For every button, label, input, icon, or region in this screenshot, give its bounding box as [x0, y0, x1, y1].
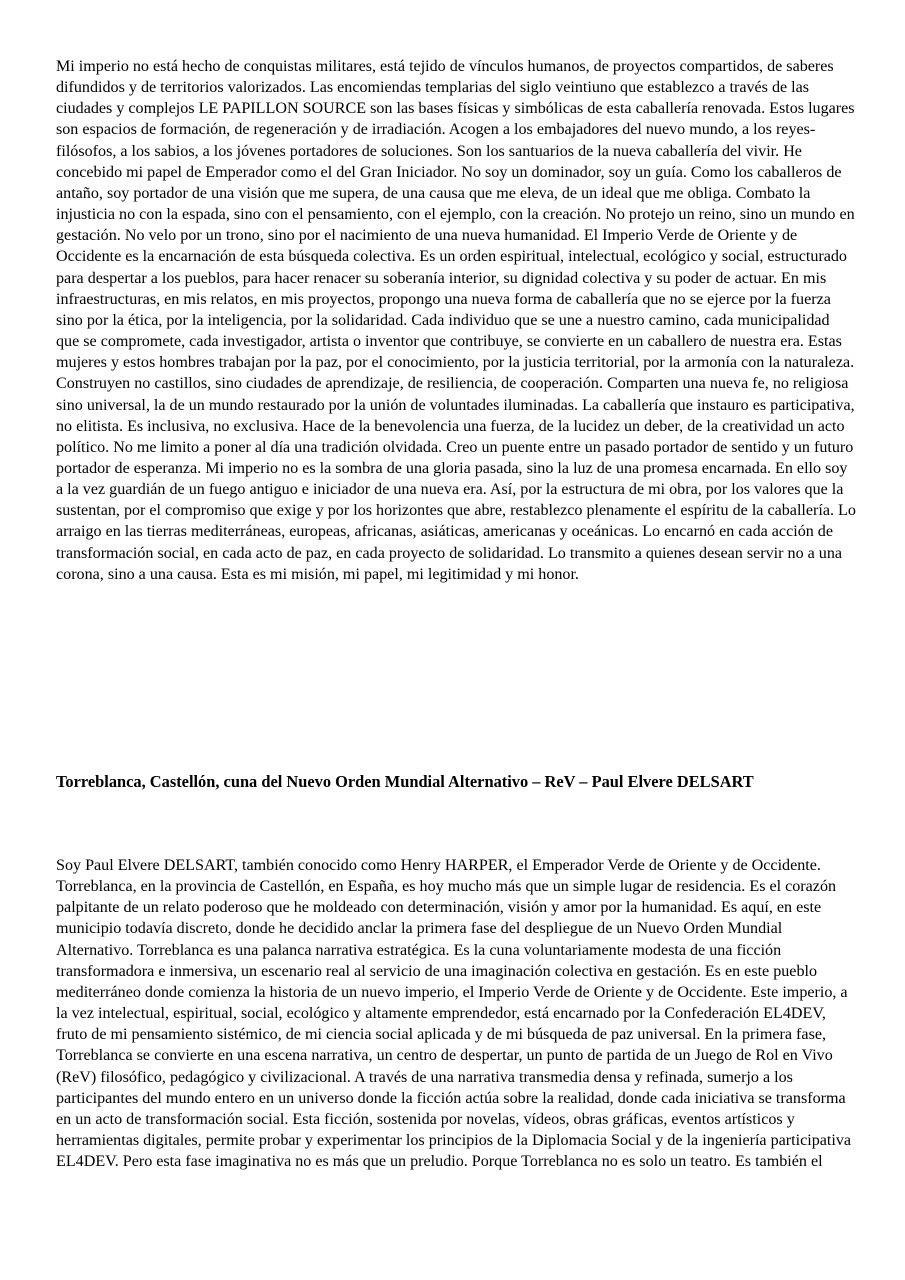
body-paragraph: Mi imperio no está hecho de conquistas militares, está tejido de vínculos humanos, de proyectos compartidos, de saberes difundidos y de territorios valorizados. Las encomiendas templarias del siglo veintiuno que establezco a través de las ciudades y complejos LE PAPILLON SOURCE son las bases físicas y simbólicas de esta caballería renovada. Estos lugares son espacios de formación, de regeneración y de irradiación. Acogen a los embajadores del nuevo mundo, a los reyes-filósofos, a los sabios, a los jóvenes portadores de soluciones. Son los santuarios de la nueva caballería del vivir. He concebido mi papel de Emperador como el del Gran Iniciador. No soy un dominador, soy un guía. Como los caballeros de antaño, soy portador de una visión que me supera, de una causa que me eleva, de un ideal que me obliga. Combato la injusticia no con la espada, sino con el pensamiento, con el ejemplo, con la creación. No protejo un reino, sino un mundo en gestación. No velo por un trono, sino por el nacimiento de una nueva humanidad. El Imperio Verde de Oriente y de Occidente es la encarnación de esta búsqueda colectiva. Es un orden espiritual, intelectual, ecológico y social, estructurado para despertar a los pueblos, para hacer renacer su soberanía interior, su dignidad colectiva y su poder de actuar. En mis infraestructuras, en mis relatos, en mis proyectos, propongo una nueva forma de caballería que no se ejerce por la fuerza sino por la ética, por la inteligencia, por la solidaridad. Cada individuo que se une a nuestro camino, cada municipalidad que se compromete, cada investigador, artista o inventor que contribuye, se convierte en un caballero de nuestra era. Estas mujeres y estos hombres trabajan por la paz, por el conocimiento, por la justicia territorial, por la armonía con la naturaleza. Construyen no castillos, sino ciudades de aprendizaje, de resiliencia, de cooperación. Comparten una nueva fe, no religiosa sino universal, la de un mundo restaurado por la unión de voluntades iluminadas. La caballería que instauro es participativa, no elitista. Es inclusiva, no exclusiva. Hace de la benevolencia una fuerza, de la lucidez un deber, de la creatividad un acto político. No me limito a poner al día una tradición olvidada. Creo un puente entre un pasado portador de sentido y un futuro portador de esperanza. Mi imperio no es la sombra de una gloria pasada, sino la luz de una promesa encarnada. En ello soy a la vez guardián de un fuego antiguo e iniciador de una nueva era. Así, por la estructura de mi obra, por los valores que la sustentan, por el compromiso que exige y por los horizontes que abre, restablezco plenamente el espíritu de la caballería. Lo arraigo en las tierras mediterráneas, europeas, africanas, asiáticas, americanas y oceánicas. Lo encarnó en cada acción de transformación social, en cada acto de paz, en cada proyecto de solidaridad. Lo transmito a quienes desean servir no a una corona, sino a una causa. Esta es mi misión, mi papel, mi legitimidad y mi honor. [56, 58, 856, 583]
body-paragraph: Soy Paul Elvere DELSART, también conocido como Henry HARPER, el Emperador Verde de Oriente y de Occidente. Torreblanca, en la provincia de Castellón, en España, es hoy mucho más que un simple lugar de residencia. Es el corazón palpitante de un relato poderoso que he moldeado con determinación, visión y amor por la humanidad. Es aquí, en este municipio todavía discreto, donde he decidido anclar la primera fase del despliegue de un Nuevo Orden Mundial Alternativo. Torreblanca es una palanca narrativa estratégica. Es la cuna voluntariamente modesta de una ficción transformadora e inmersiva, un escenario real al servicio de una imaginación colectiva en gestación. Es en este pueblo mediterráneo donde comienza la historia de un nuevo imperio, el Imperio Verde de Oriente y de Occidente. Este imperio, a la vez intelectual, espiritual, social, ecológico y altamente emprendedor, está encarnado por la Confederación EL4DEV, fruto de mi pensamiento sistémico, de mi ciencia social aplicada y de mi búsqueda de paz universal. En la primera fase, Torreblanca se convierte en una escena narrativa, un centro de despertar, un punto de partida de un Juego de Rol en Vivo (ReV) filosófico, pedagógico y civilizacional. A través de una narrativa transmedia densa y refinada, sumerjo a los participantes del mundo entero en un universo donde la ficción actúa sobre la realidad, donde cada iniciativa se transforma en un acto de transformación social. Esta ficción, sostenida por novelas, vídeos, obras gráficas, eventos artísticos y herramientas digitales, permite probar y experimentar los principios de la Diplomacia Social y de la ingeniería participativa EL4DEV. Pero esta fase imaginativa no es más que un preludio. Porque Torreblanca no es solo un teatro. Es también el [56, 857, 852, 1171]
section-heading: Torreblanca, Castellón, cuna del Nuevo Orden Mundial Alternativo – ReV – Paul Elvere DELSART [56, 772, 754, 791]
